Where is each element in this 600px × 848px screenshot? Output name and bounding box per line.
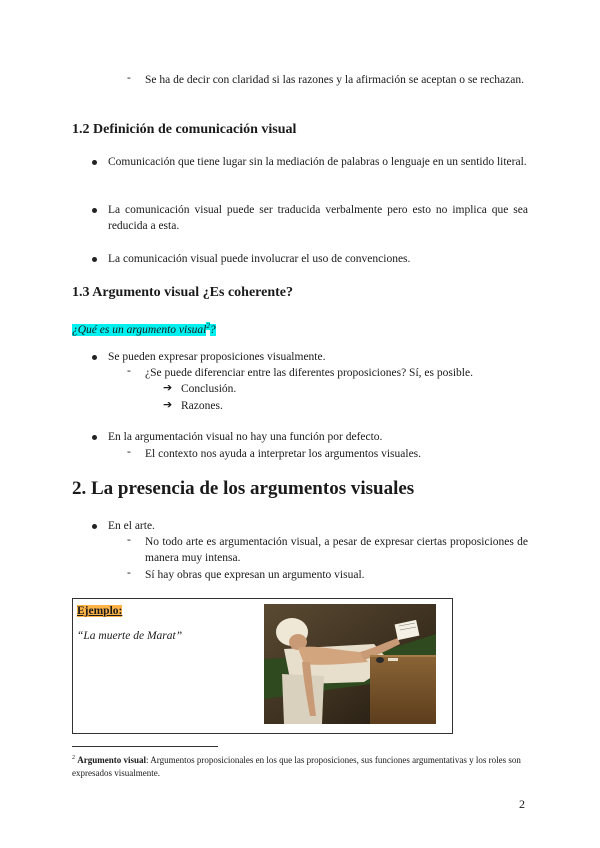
bullet-dot xyxy=(92,257,97,262)
question-mark: ? xyxy=(209,323,216,336)
bullet-dot xyxy=(92,160,97,165)
arrow-item: Razones. xyxy=(181,400,223,412)
footnote-separator xyxy=(72,746,218,747)
highlighted-question xyxy=(72,318,216,338)
bullet-item: La comunicación visual puede involucrar el uso de convenciones. xyxy=(108,253,411,265)
dash-bullet: - xyxy=(127,446,131,458)
footnote xyxy=(72,752,532,780)
painting-image xyxy=(264,604,436,724)
bullet-item: Se pueden expresar proposiciones visualmente. xyxy=(108,351,326,363)
footnote-ref[interactable]: 2 xyxy=(206,322,210,330)
example-label-wrap xyxy=(77,603,122,619)
dash-bullet: - xyxy=(127,534,131,546)
arrow-right-icon: ➔ xyxy=(163,398,173,411)
example-title: “La muerte de Marat” xyxy=(77,630,183,642)
bullet-dot xyxy=(92,435,97,440)
dash-item-text: El contexto nos ayuda a interpretar los argumentos visuales. xyxy=(145,448,422,460)
section-heading-1-2: 1.2 Definición de comunicación visual xyxy=(72,122,297,137)
bullet-item: En la argumentación visual no hay una función por defecto. xyxy=(108,431,383,443)
footnote-number: 2 xyxy=(72,755,75,761)
dash-bullet: - xyxy=(127,567,131,579)
dash-item-text: ¿Se puede diferenciar entre las diferentes proposiciones? Sí, es posible. xyxy=(145,367,473,379)
dash-item-text: Se ha de decir con claridad si las razones y la afirmación se aceptan o se rechazan. xyxy=(145,74,524,86)
example-label: Ejemplo: xyxy=(77,605,123,617)
painting-svg xyxy=(264,604,436,724)
bullet-item: En el arte. xyxy=(108,520,155,532)
bullet-dot xyxy=(92,208,97,213)
bullet-dot xyxy=(92,524,97,529)
arrow-right-icon: ➔ xyxy=(163,381,173,394)
footnote-term: Argumento visual xyxy=(77,755,147,765)
section-heading-1-3: 1.3 Argumento visual ¿Es coherente? xyxy=(72,285,294,300)
bullet-item: La comunicación visual puede ser traducida verbalmente pero esto no implica que sea reducida a esta. xyxy=(108,204,528,232)
dash-bullet: - xyxy=(127,72,131,84)
section-heading-2: 2. La presencia de los argumentos visuales xyxy=(72,478,415,499)
dash-bullet: - xyxy=(127,365,131,377)
page-number: 2 xyxy=(519,797,525,811)
arrow-item: Conclusión. xyxy=(181,383,237,395)
footnote-text: : Argumentos proposicionales en los que las proposiciones, sus funciones argumentativas y los roles son expresados visualmente. xyxy=(72,755,521,778)
dash-item-text: Sí hay obras que expresan un argumento visual. xyxy=(145,569,365,581)
bullet-item: Comunicación que tiene lugar sin la mediación de palabras o lenguaje en un sentido literal. xyxy=(108,156,527,168)
question-text: ¿Qué es un argumento visual xyxy=(72,323,207,336)
bullet-dot xyxy=(92,355,97,360)
dash-item-text: No todo arte es argumentación visual, a pesar de expresar ciertas proposiciones de manera muy intensa. xyxy=(145,536,528,564)
